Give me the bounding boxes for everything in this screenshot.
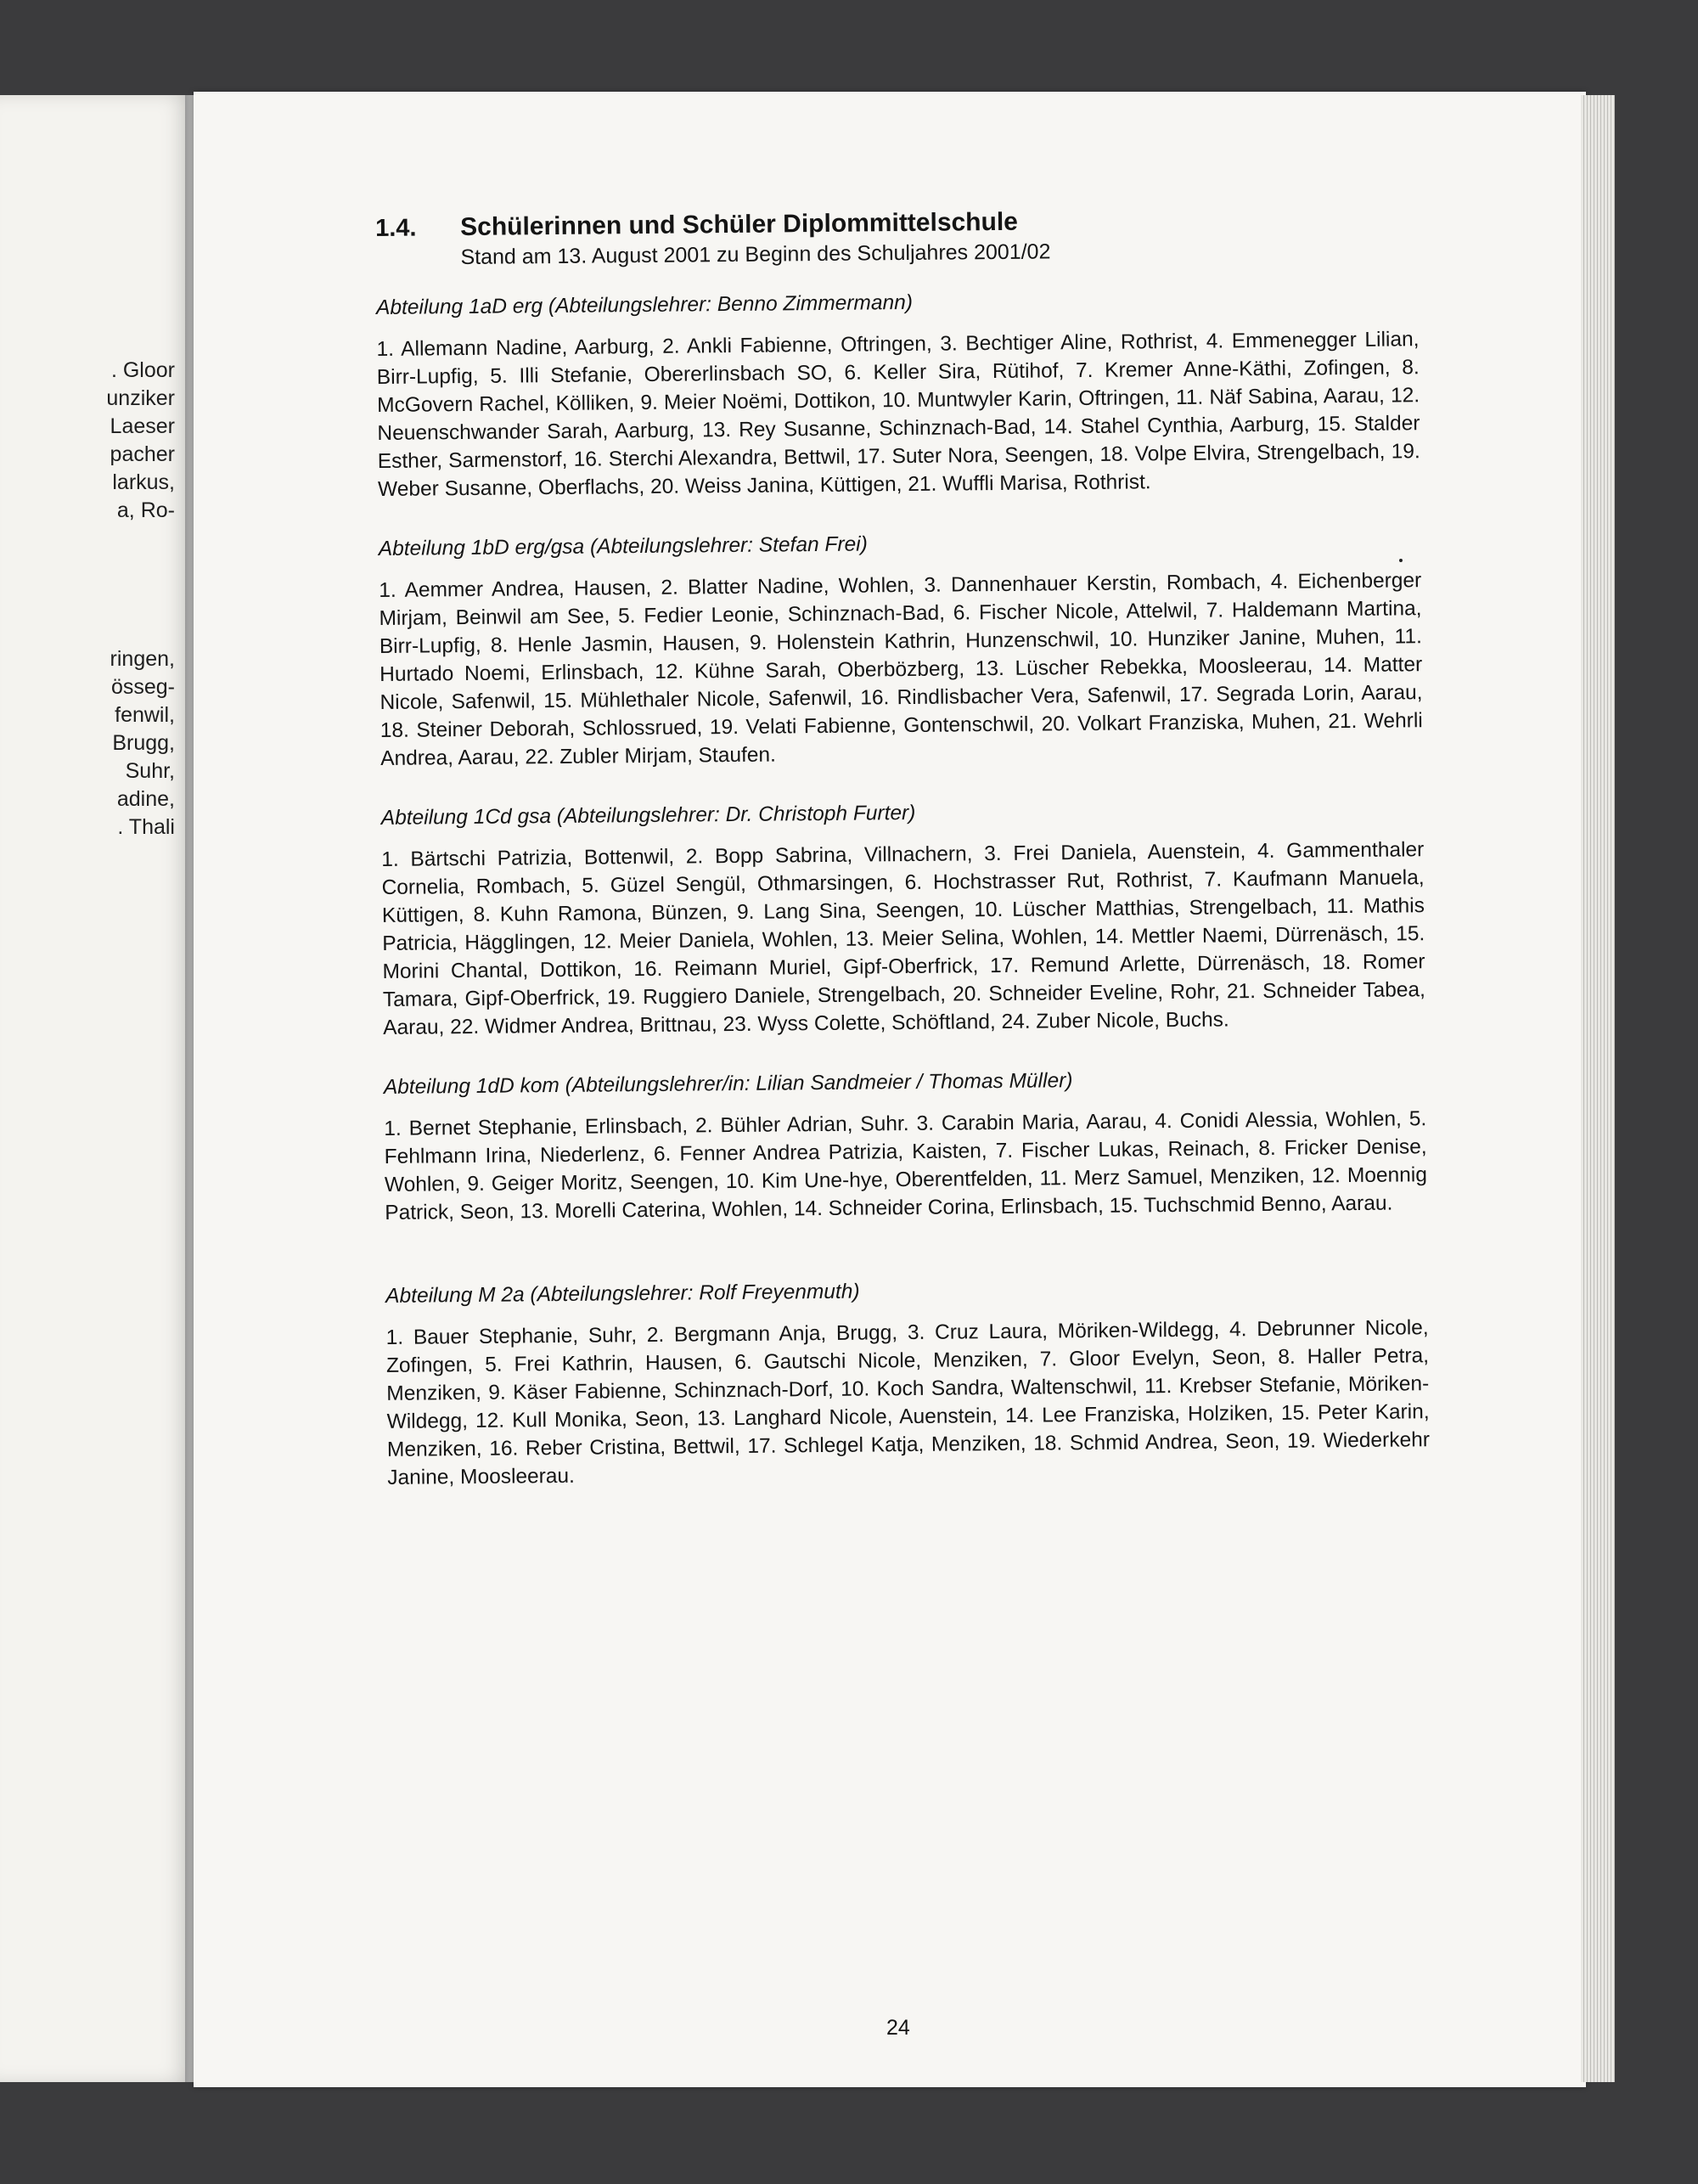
left-page-fragment: fenwil, [115, 703, 175, 727]
class-header: Abteilung 1Cd gsa (Abteilungslehrer: Dr. Christoph Furter) [380, 801, 916, 830]
section-subtitle: Stand am 13. August 2001 zu Beginn des Schuljahres 2001/02 [460, 239, 1051, 270]
class-header: Abteilung M 2a (Abteilungslehrer: Rolf Freyenmuth) [385, 1280, 860, 1308]
class-block [385, 1275, 1430, 1492]
class-header: Abteilung 1bD erg/gsa (Abteilungslehrer: Stefan Frei) [378, 532, 868, 560]
left-page-fragment: Suhr, [125, 759, 175, 783]
class-header: Abteilung 1aD erg (Abteilungslehrer: Benno Zimmermann) [375, 290, 914, 319]
page-edges [1581, 95, 1615, 2082]
left-page-fragment: larkus, [112, 470, 175, 494]
left-page-fragment: Brugg, [112, 731, 175, 755]
left-page-fragment: . Gloor [110, 358, 175, 382]
page-content [375, 204, 1430, 1492]
class-student-list: 1. Aemmer Andrea, Hausen, 2. Blatter Nadine, Wohlen, 3. Dannenhauer Kerstin, Rombach, 4. Eichenberger Mirjam, Beinwil am See, 5. Fedier Leonie, Schinznach-Bad, 6. Fischer Nicole, Attelwil, 7. Haldemann Martina, Birr-Lupfig, 8. Henle Jasmin, Hausen, 9. Holenstein Kathrin, Hunzenschwil, 10. Hunziker Janine, Muhen, 11. Hurtado Noemi, Erlinsbach, 12. Kühne Sarah, Oberbözberg, 13. Lüscher Rebekka, Moosleerau, 14. Matter Nicole, Safenwil, 15. Mühlethaler Nicole, Safenwil, 16. Rindlisbacher Vera, Safenwil, 17. Segrada Lorin, Aarau, 18. Steiner Deborah, Schlossrued, 19. Velati Fabienne, Gontenschwil, 20. Volkart Franziska, Muhen, 21. Wehrli Andrea, Aarau, 22. Zubler Mirjam, Staufen. [379, 569, 1423, 770]
left-page-fragment: a, Ro- [116, 498, 175, 522]
left-page-fragment: unziker [106, 386, 175, 410]
section-number: 1.4. [375, 214, 417, 242]
left-page-fragment: pacher [110, 442, 175, 466]
class-student-list: 1. Allemann Nadine, Aarburg, 2. Ankli Fabienne, Oftringen, 3. Bechtiger Aline, Rothrist, 4. Emmenegger Lilian, Birr-Lupfig, 5. Illi Stefanie, Obererlinsbach SO, 6. Keller Sira, Rütihof, 7. Kremer Anne-Käthi, Zofingen, 8. McGovern Rachel, Kölliken, 9. Meier Noëmi, Dottikon, 10. Muntwyler Karin, Oftringen, 11. Näf Sabina, Aarau, 12. Neuenschwander Sarah, Aarburg, 13. Rey Susanne, Schinznach-Bad, 14. Stahel Cynthia, Aarburg, 15. Stalder Esther, Sarmenstorf, 16. Sterchi Alexandra, Bettwil, 17. Suter Nora, Seengen, 18. Volpe Elvira, Strengelbach, 19. Weber Susanne, Oberflachs, 20. Weiss Janina, Küttigen, 21. Wuffli Marisa, Rothrist. [376, 328, 1420, 501]
left-page-fragment: . Thali [117, 815, 175, 839]
left-page-fragment: ringen, [110, 647, 175, 671]
class-block [384, 1066, 1428, 1227]
class-student-list: 1. Bauer Stephanie, Suhr, 2. Bergmann Anja, Brugg, 3. Cruz Laura, Möriken-Wildegg, 4. Debrunner Nicole, Zofingen, 5. Frei Kathrin, Hausen, 6. Gautschi Nicole, Menziken, 7. Gloor Evelyn, Seon, 8. Haller Petra, Menziken, 9. Käser Fabienne, Schinznach-Dorf, 10. Koch Sandra, Waltenschwil, 11. Krebser Stefanie, Möriken-Wildegg, 12. Kull Monika, Seon, 13. Langhard Nicole, Auenstein, 14. Lee Franziska, Holziken, 15. Peter Karin, Menziken, 16. Reber Cristina, Bettwil, 17. Schlegel Katja, Menziken, 18. Schmid Andrea, Seon, 19. Wiederkehr Janine, Moosleerau. [385, 1316, 1431, 1489]
class-student-list: 1. Bärtschi Patrizia, Bottenwil, 2. Bopp Sabrina, Villnachern, 3. Frei Daniela, Auenstein, 4. Gammenthaler Cornelia, Rombach, 5. Güzel Sengül, Othmarsingen, 6. Hochstrasser Rut, Rothrist, 7. Kaufmann Manuela, Küttigen, 8. Kuhn Ramona, Bünzen, 9. Lang Sina, Seengen, 10. Lüscher Matthias, Strengelbach, 11. Mathis Patricia, Hägglingen, 12. Meier Daniela, Wohlen, 13. Meier Selina, Wohlen, 14. Mettler Naemi, Dürrenäsch, 15. Morini Chantal, Dottikon, 16. Reimann Muriel, Gipf-Oberfrick, 17. Remund Arlette, Dürrenäsch, 18. Romer Tamara, Gipf-Oberfrick, 19. Ruggiero Daniele, Strengelbach, 20. Schneider Eveline, Rohr, 21. Schneider Tabea, Aarau, 22. Widmer Andrea, Brittnau, 23. Wyss Colette, Schöftland, 24. Zuber Nicole, Buchs. [381, 838, 1425, 1039]
paper-speck [1399, 559, 1403, 562]
left-page-fragment: össeg- [110, 675, 175, 699]
class-block [381, 796, 1426, 1042]
left-page-fragment: adine, [116, 787, 175, 811]
class-block [379, 527, 1424, 773]
class-block [376, 286, 1420, 504]
class-header: Abteilung 1dD kom (Abteilungslehrer/in: Lilian Sandmeier / Thomas Müller) [383, 1069, 1073, 1099]
section-title: Schülerinnen und Schüler Diplommittelschule [459, 207, 1019, 242]
class-student-list: 1. Bernet Stephanie, Erlinsbach, 2. Bühler Adrian, Suhr. 3. Carabin Maria, Aarau, 4. Conidi Alessia, Wohlen, 5. Fehlmann Irina, Niederlenz, 6. Fenner Andrea Patrizia, Kaisten, 7. Fischer Lukas, Reinach, 8. Fricker Denise, Wohlen, 9. Geiger Moritz, Seengen, 10. Kim Une-hye, Oberentfelden, 11. Merz Samuel, Menziken, 12. Moennig Patrick, Seon, 13. Morelli Caterina, Wohlen, 14. Schneider Corina, Erlinsbach, 15. Tuchschmid Benno, Aarau. [384, 1107, 1428, 1224]
left-page-fragment: Laeser [110, 414, 175, 438]
left-page [0, 95, 194, 2082]
page-number: 24 [886, 2016, 910, 2040]
